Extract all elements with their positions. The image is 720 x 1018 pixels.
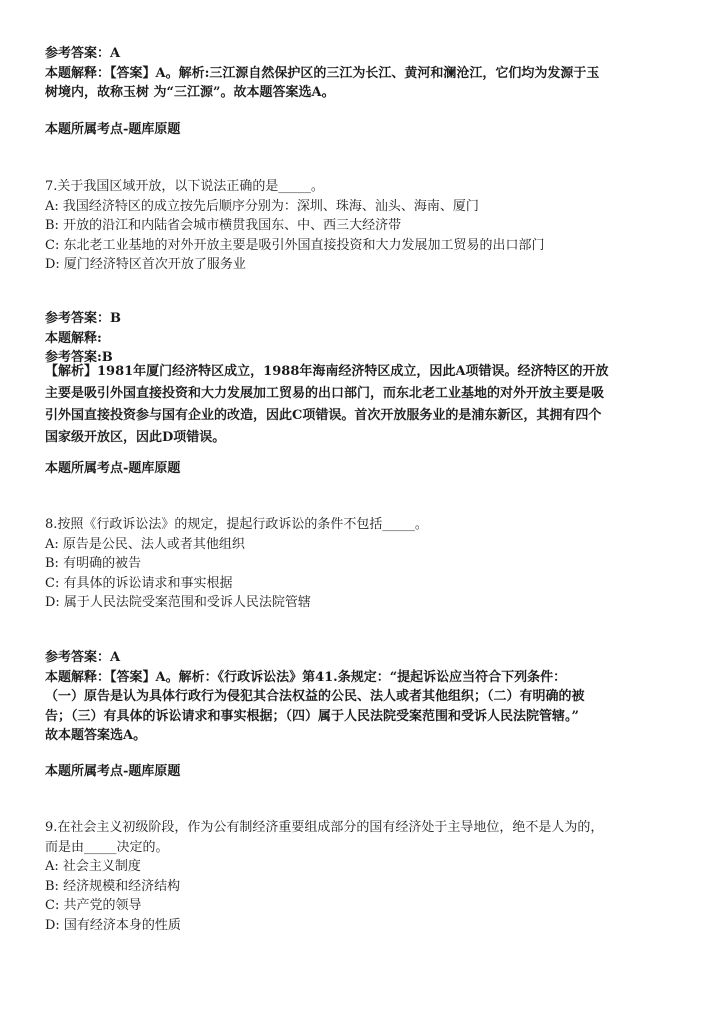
q9-option-a: A: 社会主义制度 bbox=[45, 859, 141, 874]
q8-explanation-line: （一）原告是认为具体行政行为侵犯其合法权益的公民、法人或者其他组织；（二）有明确的被 bbox=[45, 689, 585, 704]
q7-option-d: D: 厦门经济特区首次开放了服务业 bbox=[45, 257, 246, 272]
q8-source bbox=[45, 762, 675, 782]
q7-analysis-line: 【解析】1981年厦门经济特区成立，1988年海南经济特区成立，因此A项错误。经济特区的开放 bbox=[45, 364, 609, 379]
q8-question-block bbox=[45, 515, 675, 613]
q7-option-a: A: 我国经济特区的成立按先后顺序分别为：深圳、珠海、汕头、海南、厦门 bbox=[45, 198, 479, 214]
q8-question: 8.按照《行政诉讼法》的规定，提起行政诉讼的条件不包括_____。 bbox=[45, 517, 428, 532]
q7-analysis bbox=[45, 361, 675, 449]
q7-option-c: C: 东北老工业基地的对外开放主要是吸引外国直接投资和大力发展加工贸易的出口部门 bbox=[45, 237, 545, 253]
q7-analysis-line: 主要是吸引外国直接投资和大力发展加工贸易的出口部门，而东北老工业基地的对外开放主要是吸 bbox=[45, 386, 605, 401]
q7-source-text: 本题所属考点-题库原题 bbox=[45, 461, 181, 476]
q9-option-c: C: 共产党的领导 bbox=[45, 898, 142, 913]
q8-option-c: C: 有具体的诉讼请求和事实根据 bbox=[45, 575, 233, 591]
q6-answer-block bbox=[45, 44, 675, 103]
q7-answer: 参考答案：B bbox=[45, 311, 121, 326]
q7-question: 7.关于我国区域开放，以下说法正确的是_____。 bbox=[45, 179, 324, 194]
q6-explanation-line: 树境内，故称玉树 为“三江源”。故本题答案选A。 bbox=[45, 85, 335, 100]
q8-explanation-line: 告；（三）有具体的诉讼请求和事实根据；（四）属于人民法院受案范围和受诉人民法院管辖。” bbox=[45, 708, 579, 724]
q8-source-text: 本题所属考点-题库原题 bbox=[45, 764, 181, 779]
q7-explain-label: 本题解释: bbox=[45, 330, 102, 346]
q8-option-d: D: 属于人民法院受案范围和受诉人民法院管辖 bbox=[45, 595, 311, 610]
q9-option-d: D: 国有经济本身的性质 bbox=[45, 917, 181, 933]
q8-option-b: B: 有明确的被告 bbox=[45, 556, 142, 571]
q7-analysis-line: 国家级开放区，因此D项错误。 bbox=[45, 430, 226, 445]
q9-question-line: 而是由_____决定的。 bbox=[45, 839, 169, 855]
q9-option-b: B: 经济规模和经济结构 bbox=[45, 878, 181, 894]
q7-answer-block bbox=[45, 309, 675, 368]
q7-source bbox=[45, 459, 675, 479]
q8-explanation-line: 本题解释：【答案】A。解析：《行政诉讼法》第41.条规定：“提起诉讼应当符合下列条件： bbox=[45, 669, 567, 685]
q7-option-b: B: 开放的沿江和内陆省会城市横贯我国东、中、西三大经济带 bbox=[45, 218, 402, 233]
q8-option-a: A: 原告是公民、法人或者其他组织 bbox=[45, 536, 245, 552]
q9-question-line: 9.在社会主义初级阶段，作为公有制经济重要组成部分的国有经济处于主导地位，绝不是人为的， bbox=[45, 820, 604, 835]
q7-question-block bbox=[45, 177, 675, 275]
q8-answer-block bbox=[45, 648, 675, 746]
q6-source bbox=[45, 120, 675, 140]
q6-explanation-line: 本题解释：【答案】A。解析:三江源自然保护区的三江为长江、黄河和澜沧江，它们均为发源于玉 bbox=[45, 65, 600, 81]
q7-answer-repeat: 参考答案:B bbox=[45, 350, 113, 365]
q6-source-text: 本题所属考点-题库原题 bbox=[45, 122, 181, 137]
q9-question-block bbox=[45, 818, 675, 935]
q8-explanation-line: 故本题答案选A。 bbox=[45, 728, 147, 743]
q8-answer: 参考答案：A bbox=[45, 650, 121, 665]
q7-analysis-line: 引外国直接投资参与国有企业的改造，因此C项错误。首次开放服务业的是浦东新区，其拥有四个 bbox=[45, 408, 602, 423]
q6-answer: 参考答案：A bbox=[45, 46, 121, 61]
